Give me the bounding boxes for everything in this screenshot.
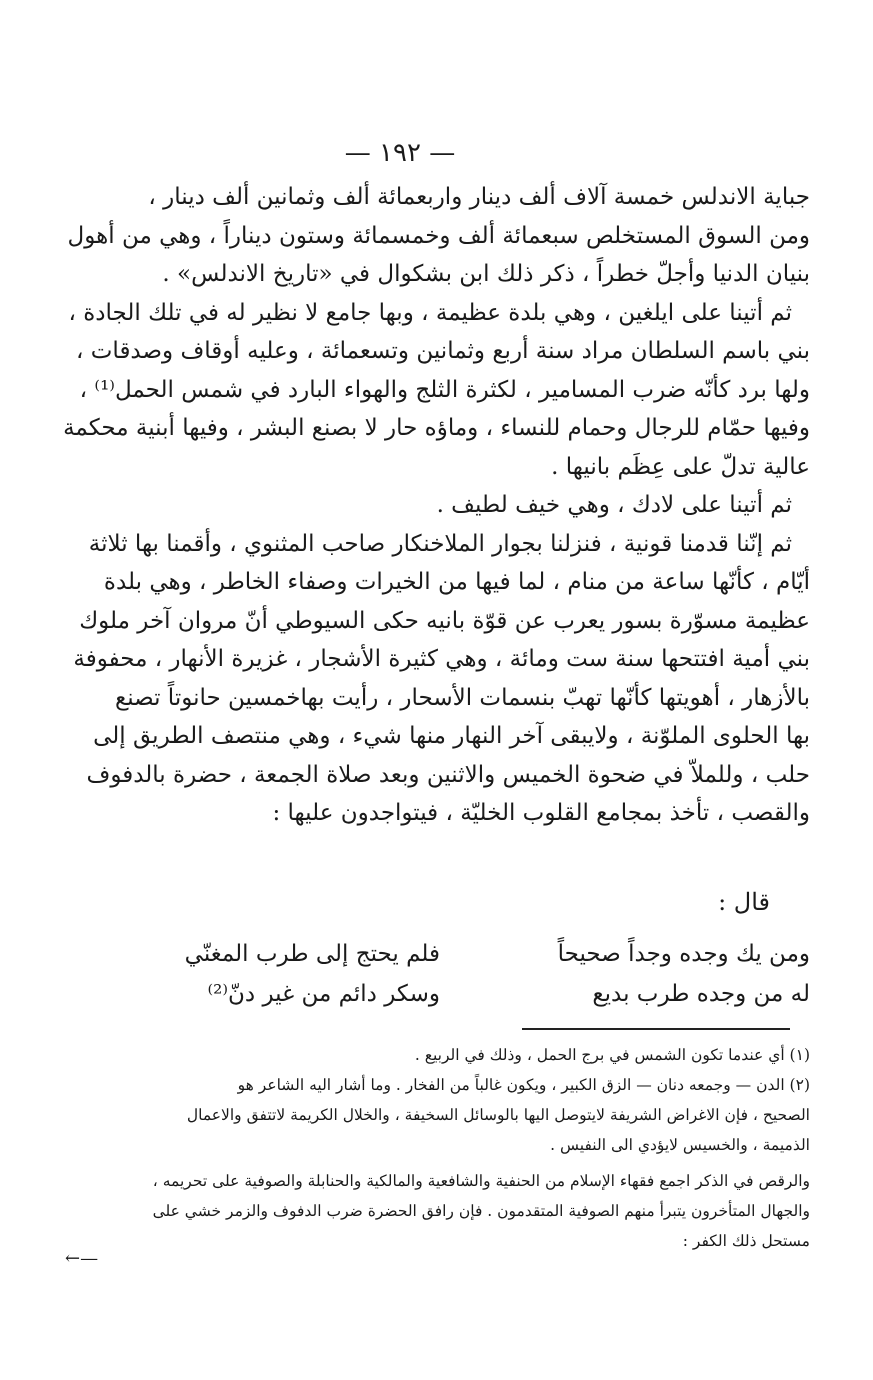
text-line: أيّام ، كأنّها ساعة من منام ، لما فيها من الخيرات وصفاء الخاطر ، وهي بلدة bbox=[103, 569, 810, 595]
text-line: ثم أتينا على ايلغين ، وهي بلدة عظيمة ، وبها جامع لا نظير له في تلك الجادة ، bbox=[68, 299, 792, 326]
page-number: — ١٩٢ — bbox=[344, 138, 456, 168]
text-line: عالية تدلّ على عِظَم بانيها . bbox=[551, 453, 810, 480]
text-line: ومن السوق المستخلص سبعمائة ألف وخمسمائة وستون ديناراً ، وهي من أهول bbox=[67, 222, 810, 249]
poem-hemistich: ومن يك وجده وجداً صحيحاً bbox=[557, 941, 810, 967]
text-line: وفيها حمّام للرجال وحمام للنساء ، وماؤه حار لا بصنع البشر ، وفيها أبنية محكمة bbox=[63, 415, 810, 441]
footnote-line: (١) أي عندما تكون الشمس في برج الحمل ، وذلك في الربيع . bbox=[414, 1046, 810, 1064]
text-line: والقصب ، تأخذ بمجامع القلوب الخليّة ، فيتواجدون عليها : bbox=[272, 800, 810, 826]
poem-hemistich: فلم يحتج إلى طرب المغنّي bbox=[184, 941, 440, 967]
main-text bbox=[63, 178, 810, 833]
poem-hemistich: وسكر دائم من غير دنّ⁽²⁾ bbox=[207, 981, 440, 1007]
footnote-line: الصحيح ، فإن الاغراض الشريفة لايتوصل اليها بالوسائل السخيفة ، والخلال الكريمة لاتتفق والاعمال bbox=[186, 1106, 810, 1124]
footnote-line: (٢) الدن — وجمعه دنان — الزق الكبير ، ويكون غالباً من الفخار . وما أشار اليه الشاعر هو bbox=[237, 1076, 810, 1094]
poem-hemistich: له من وجده طرب بديع bbox=[592, 981, 810, 1007]
text-line: حلب ، وللملاّ في ضحوة الخميس والاثنين وبعد صلاة الجمعة ، حضرة بالدفوف bbox=[86, 761, 810, 788]
poem-verse bbox=[110, 934, 810, 974]
text-line: بها الحلوى الملوّنة ، ولايبقى آخر النهار منها شيء ، وهي منتصف الطريق إلى bbox=[93, 723, 810, 749]
footnote-divider bbox=[522, 1028, 790, 1030]
text-line: بالأزهار ، أهويتها كأنّها تهبّ بنسمات الأسحار ، رأيت بهاخمسين حانوتاً تصنع bbox=[114, 684, 810, 711]
footnote-line: مستحل ذلك الكفر : bbox=[682, 1232, 810, 1250]
footnote-line: الذميمة ، والخسيس لايؤدي الى النفيس . bbox=[550, 1136, 810, 1154]
text-line: عظيمة مسوّرة بسور يعرب عن قوّة بانيه حكى السيوطي أنّ مروان آخر ملوك bbox=[79, 607, 810, 634]
text-line: جباية الاندلس خمسة آلاف ألف دينار واربعمائة ألف وثمانين ألف دينار ، bbox=[148, 184, 810, 210]
poem bbox=[110, 934, 810, 1014]
text-line: ثم إنّنا قدمنا قونية ، فنزلنا بجوار الملاخنكار صاحب المثنوي ، وأقمنا بها ثلاثة bbox=[88, 530, 792, 557]
footnote-line: والرقص في الذكر اجمع فقهاء الإسلام من الحنفية والشافعية والمالكية والحنابلة والصوفية على تحريمه ، bbox=[152, 1172, 810, 1190]
text-line: بنيان الدنيا وأجلّ خطراً ، ذكر ذلك ابن بشكوال في «تاريخ الاندلس» . bbox=[162, 261, 810, 287]
text-line: بني باسم السلطان مراد سنة أربع وثمانين وتسعمائة ، وعليه أوقاف وصدقات ، bbox=[76, 338, 810, 364]
text-line: ولها برد كأنّه ضرب المسامير ، لكثرة الثلج والهواء البارد في شمس الحمل⁽¹⁾ ، bbox=[79, 376, 810, 403]
text-line: ثم أتينا على لادك ، وهي خيف لطيف . bbox=[436, 492, 792, 518]
poem-intro: قال : bbox=[718, 888, 770, 916]
continuation-arrow: ←— bbox=[65, 1248, 99, 1269]
footnote-line: والجهال المتأخرون يتبرأ منهم الصوفية المتقدمون . فإن رافق الحضرة ضرب الدفوف والزمر خشي على bbox=[152, 1202, 810, 1220]
footnotes bbox=[70, 1040, 810, 1256]
poem-verse bbox=[110, 974, 810, 1014]
text-line: بني أمية افتتحها سنة ست ومائة ، وهي كثيرة الأشجار ، غزيرة الأنهار ، محفوفة bbox=[73, 646, 810, 672]
